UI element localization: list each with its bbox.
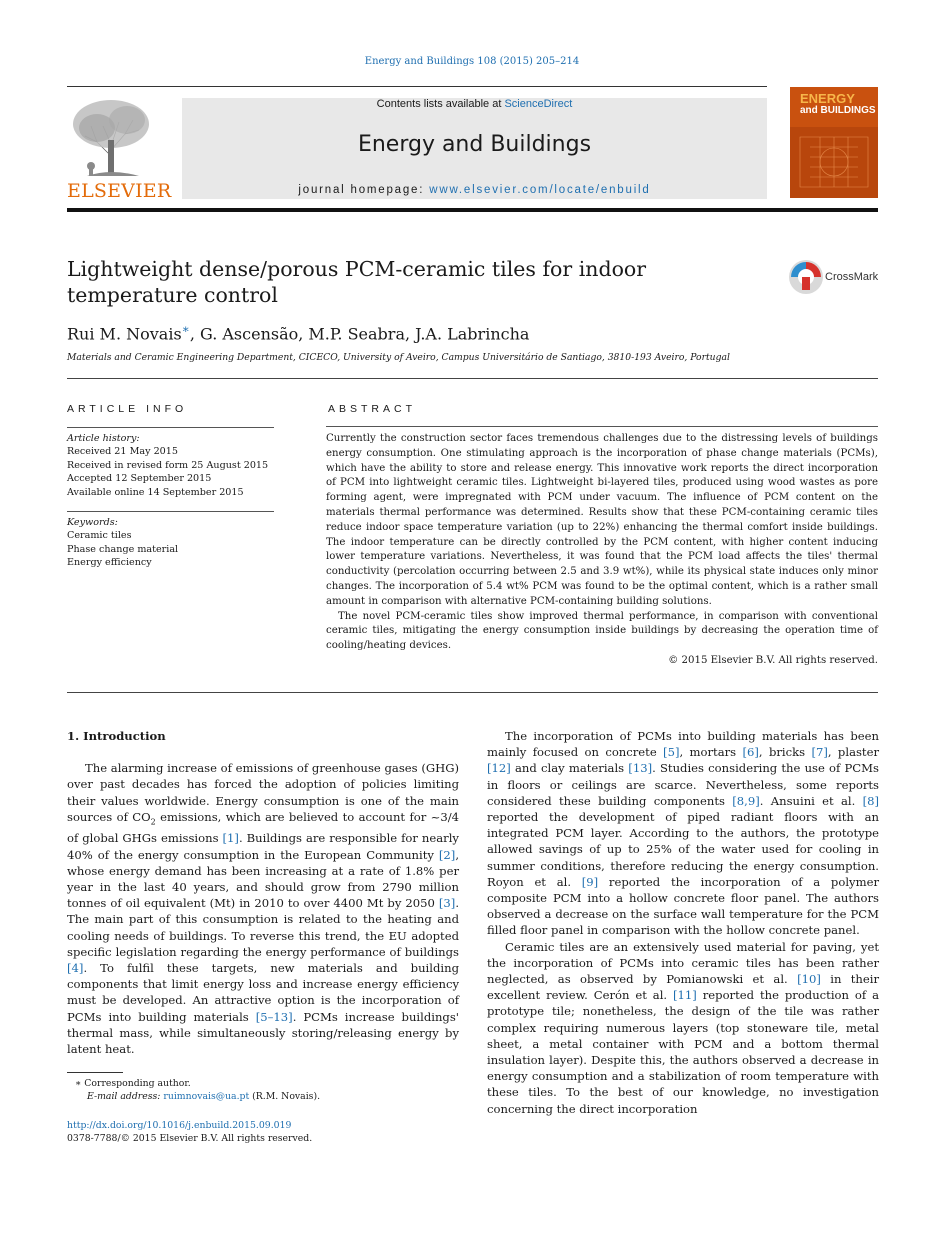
abstract-text	[326, 432, 878, 654]
doi-block	[67, 1119, 447, 1146]
keywords-label: Keywords:	[67, 517, 118, 528]
contents-prefix: Contents lists available at	[376, 98, 505, 110]
citation-link[interactable]: [7]	[811, 745, 828, 760]
sciencedirect-link[interactable]: ScienceDirect	[504, 98, 573, 110]
article-info-divider	[67, 427, 274, 428]
corresponding-author-mark[interactable]: ∗	[181, 322, 190, 336]
section-heading: 1. Introduction	[67, 729, 166, 743]
footnote-divider	[67, 1072, 123, 1073]
abstract-heading: ABSTRACT	[328, 403, 417, 415]
crossmark-label[interactable]: CrossMark	[825, 271, 879, 283]
top-divider	[67, 86, 767, 87]
citation-link[interactable]: [4]	[67, 960, 84, 975]
citation-link[interactable]: [5–13]	[255, 1009, 293, 1024]
text-run: reported the production of a prototype tile; nonetheless, the design of the tile was rather complex requiring numerous layers (top stoneware tile, metal sheet, a metal container with PCM and a bottom thermal insulation layer). Despite this, the authors observed a decrease in energy consumption and a stabilization of room temperature with these tiles. To the best of our knowledge, no investigation concerning the direct incorporation	[487, 988, 880, 1116]
doi-link[interactable]: http://dx.doi.org/10.1016/j.enbuild.2015.09.019	[67, 1120, 292, 1131]
citation-link[interactable]: [9]	[581, 874, 599, 889]
footnote-label: Corresponding author.	[81, 1078, 191, 1089]
corresponding-author-footnote	[67, 1077, 447, 1104]
keyword: Ceramic tiles	[67, 530, 132, 542]
journal-reference[interactable]	[0, 56, 926, 67]
citation-link[interactable]: [8,9]	[732, 793, 760, 808]
keywords-divider	[67, 511, 274, 512]
cover-title-buildings: and BUILDINGS	[800, 105, 876, 116]
keyword: Phase change material	[67, 543, 179, 555]
abstract-end-divider	[67, 692, 878, 693]
body-paragraph	[487, 728, 879, 939]
cover-title-energy: ENERGY	[800, 91, 855, 106]
citation-link[interactable]: [3]	[438, 896, 456, 911]
crossmark-icon[interactable]	[788, 259, 824, 295]
text-run: . To fulfil these targets, new materials and building components that limit energy loss and increase energy efficiency must be developed. An attractive option is the incorporation of PCMs into building materials	[67, 960, 459, 1024]
history-online: Available online 14 September 2015	[67, 486, 244, 498]
citation-link[interactable]: [2]	[438, 847, 456, 862]
text-run: The incorporation of PCMs into building materials has been mainly focused on concrete	[487, 729, 879, 760]
keywords	[67, 516, 274, 570]
text-run: . The main part of this consumption is related to the heating and cooling needs of buildings. To reverse this trend, the EU adopted specific legislation regarding the energy performance of buildings	[67, 896, 459, 959]
text-run: in their excellent review. Cerón et al.	[487, 972, 879, 1003]
text-run: . Ansuini et al.	[759, 793, 863, 808]
article-info-heading: ARTICLE INFO	[67, 403, 188, 415]
body-column-left	[67, 728, 459, 1057]
text-run: and clay materials	[510, 761, 629, 776]
title-divider	[67, 378, 878, 379]
journal-title: Energy and Buildings	[357, 132, 592, 157]
keyword: Energy efficiency	[67, 557, 152, 569]
abstract-paragraph: The novel PCM-ceramic tiles show improved thermal performance, in comparison with conventional ceramic tiles, mitigating the energy consumption inside buildings by decreasing the operation time of cooling/heating devices.	[326, 610, 878, 652]
email-suffix: (R.M. Novais).	[249, 1091, 321, 1103]
subscript: 2	[150, 817, 156, 827]
header-thick-divider	[67, 208, 878, 212]
citation-link[interactable]: [5]	[663, 745, 680, 760]
text-run: The alarming increase of emissions of greenhouse gases (GHG) over past decades has forced the adoption of policies limiting their values worldwide. Energy consumption is one of the main sources of CO	[67, 761, 459, 824]
text-run: , plaster	[827, 745, 879, 760]
citation-link[interactable]: [10]	[797, 972, 821, 987]
citation-link[interactable]: [11]	[673, 988, 697, 1003]
author-list	[67, 322, 529, 343]
other-authors: , G. Ascensão, M.P. Seabra, J.A. Labrincha	[189, 324, 530, 344]
elsevier-wordmark: ELSEVIER	[67, 180, 172, 202]
citation-link[interactable]: [6]	[742, 745, 759, 760]
citation-link[interactable]: [12]	[487, 761, 511, 776]
journal-reference-link[interactable]: Energy and Buildings 108 (2015) 205–214	[364, 56, 580, 67]
text-run: . PCMs increase buildings' thermal mass, while simultaneously storing/releasing energy by latent heat.	[67, 1009, 459, 1056]
first-author: Rui M. Novais	[67, 324, 182, 344]
abstract-paragraph: Currently the construction sector faces tremendous challenges due to the distressing levels of buildings energy consumption. One stimulating approach is the incorporation of phase change materials (PCMs), which have the ability to store and release energy. This innovative work reports the direct incorporation of PCM into lightweight ceramic tiles. Lightweight bi-layered tiles, produced using wood wastes as pore forming agent, were impregnated with PCM under vacuum. The influence of PCM content on the materials thermal performance was determined. Results show that these PCM-containing ceramic tiles reduce indoor space temperature variation (up to 22%) enhancing the thermal comfort inside buildings. The indoor temperature can be directly controlled by the PCM content, with higher content inducing lower temperature variations. Nevertheless, it was found that the PCM load affects the tiles' thermal conductivity (percolation occurring between 2.5 and 3.9 wt%), while its physical state induces only minor changes. The incorporation of 5.4 wt% PCM was found to be the optimal content, which is a rather small amount in comparison with alternative PCM-containing building solutions.	[326, 433, 878, 607]
history-received: Received 21 May 2015	[67, 446, 178, 458]
text-run: reported the incorporation of a polymer composite PCM into a hollow concrete floor panel. The authors observed a decrease on the surface wall temperature for the PCM filled floor panel in comparison with the hollow concrete panel.	[487, 874, 879, 938]
text-run: . Buildings are responsible for nearly 40% of the energy consumption in the European Community	[67, 831, 459, 862]
issn-line: 0378-7788/© 2015 Elsevier B.V. All rights reserved.	[67, 1133, 313, 1145]
abstract-copyright: © 2015 Elsevier B.V. All rights reserved.	[668, 655, 878, 666]
affiliation: Materials and Ceramic Engineering Department, CICECO, University of Aveiro, Campus Universitário de Santiago, 3810-193 Aveiro, Portugal	[67, 352, 730, 363]
text-run: Ceramic tiles are an extensively used material for paving, yet the incorporation of PCMs into ceramic tiles has been rather neglected, as observed by Pomianowski et al.	[487, 939, 879, 987]
citation-link[interactable]: [13]	[628, 761, 653, 776]
body-column-right	[487, 728, 879, 1117]
history-revised: Received in revised form 25 August 2015	[67, 459, 269, 471]
text-run: , mortars	[679, 745, 743, 760]
history-label: Article history:	[67, 433, 140, 444]
footnote-star: ∗	[75, 1078, 82, 1089]
email-link[interactable]: ruimnovais@ua.pt	[163, 1091, 250, 1103]
article-history	[67, 432, 274, 499]
footnote-line	[67, 1090, 447, 1103]
homepage-prefix: journal homepage:	[298, 184, 430, 196]
citation-link[interactable]: [8]	[862, 793, 879, 808]
text-run: emissions, which are believed to account for ~3/4 of global GHGs emissions	[67, 809, 459, 846]
text-run: . Studies considering the use of PCMs in floors or ceilings are scarce. Nevertheless, some reports considered these building components	[487, 761, 880, 808]
text-run: , bricks	[758, 745, 812, 760]
cover-graphic-icon	[790, 127, 878, 198]
homepage-line	[182, 184, 767, 196]
journal-cover-image	[790, 87, 878, 198]
footnote-line	[67, 1077, 447, 1090]
contents-line	[182, 98, 767, 110]
homepage-link[interactable]: www.elsevier.com/locate/enbuild	[429, 184, 651, 196]
email-label: E-mail address:	[87, 1091, 164, 1103]
abstract-divider	[326, 426, 878, 427]
text-run: reported the development of piped radiant floors with an integrated PCM layer. According to the authors, the prototype allowed savings of up to 25% of the water used for cooling in summer conditions, therefore reducing the energy consumption. Royon et al.	[487, 810, 879, 889]
text-run: , whose energy demand has been increasing at a rate of 1.8% per year in the last 40 years, and should grow from 2790 million tonnes of oil equivalent (Mt) in 2010 to over 4400 Mt by 2050	[67, 847, 459, 911]
citation-link[interactable]: [1]	[222, 831, 239, 846]
body-paragraph	[487, 939, 879, 1117]
body-paragraph	[67, 760, 459, 1057]
history-accepted: Accepted 12 September 2015	[67, 473, 212, 485]
article-title: Lightweight dense/porous PCM-ceramic tiles for indoor temperature control	[67, 257, 647, 307]
